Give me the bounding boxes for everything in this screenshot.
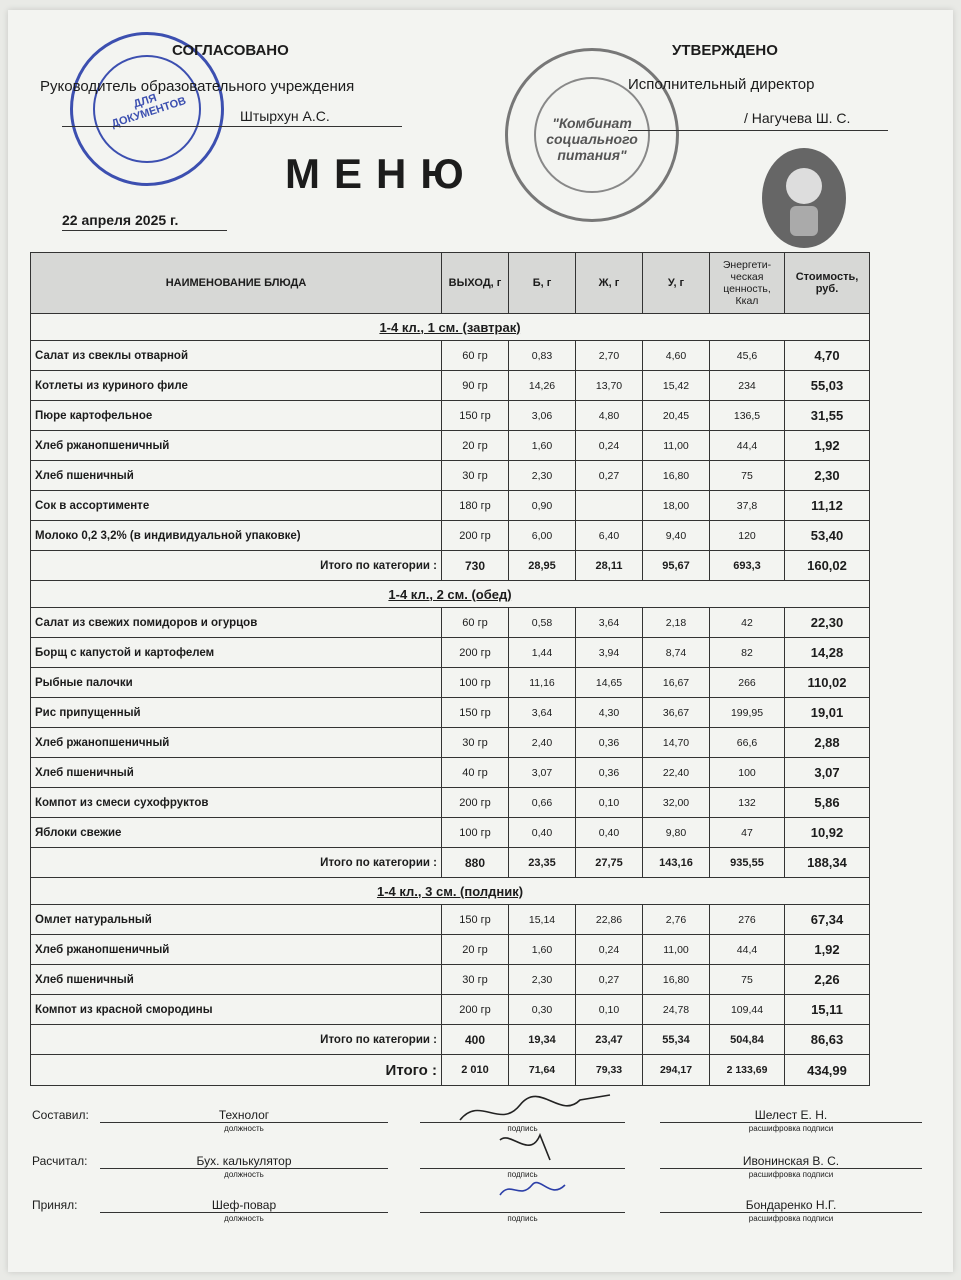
section-title: 1-4 кл., 1 см. (завтрак) xyxy=(31,314,870,341)
date-underline xyxy=(62,230,227,231)
signature-label: Принял: xyxy=(32,1198,78,1212)
dish-cost: 1,92 xyxy=(785,431,870,461)
dish-name: Салат из свежих помидоров и огурцов xyxy=(31,608,442,638)
dish-row xyxy=(31,608,870,638)
dish-protein: 0,83 xyxy=(509,341,576,371)
dish-output: 150 гр xyxy=(442,698,509,728)
school-stamp-text: ДЛЯ ДОКУМЕНТОВ xyxy=(110,91,188,131)
dish-row xyxy=(31,935,870,965)
dish-output: 150 гр xyxy=(442,401,509,431)
dish-name: Салат из свеклы отварной xyxy=(31,341,442,371)
page-title: МЕНЮ xyxy=(285,150,478,197)
dish-protein: 0,40 xyxy=(509,818,576,848)
dish-output: 100 гр xyxy=(442,668,509,698)
chef-logo-body xyxy=(790,206,818,236)
dish-name: Хлеб ржанопшеничный xyxy=(31,728,442,758)
dish-carbs: 36,67 xyxy=(643,698,710,728)
total-output: 400 xyxy=(442,1025,509,1055)
signature-caption: подпись xyxy=(507,1214,538,1223)
dish-carbs: 32,00 xyxy=(643,788,710,818)
dish-name: Омлет натуральный xyxy=(31,905,442,935)
dish-output: 20 гр xyxy=(442,935,509,965)
dish-row xyxy=(31,638,870,668)
dish-row xyxy=(31,341,870,371)
dish-carbs: 11,00 xyxy=(643,935,710,965)
name-caption: расшифровка подписи xyxy=(748,1214,834,1223)
section-header xyxy=(31,314,870,341)
dish-cost: 19,01 xyxy=(785,698,870,728)
category-total-row xyxy=(31,848,870,878)
chef-logo xyxy=(762,148,846,248)
col-dish-header: НАИМЕНОВАНИЕ БЛЮДА xyxy=(31,253,442,314)
total-protein: 28,95 xyxy=(509,551,576,581)
dish-energy: 42 xyxy=(710,608,785,638)
dish-protein: 2,30 xyxy=(509,965,576,995)
total-carbs: 95,67 xyxy=(643,551,710,581)
dish-row xyxy=(31,371,870,401)
position-caption: должность xyxy=(224,1214,264,1223)
dish-name: Молоко 0,2 3,2% (в индивидуальной упаковке) xyxy=(31,521,442,551)
dish-fat: 0,36 xyxy=(576,758,643,788)
name-caption: расшифровка подписи xyxy=(748,1124,834,1133)
dish-energy: 234 xyxy=(710,371,785,401)
dish-row xyxy=(31,728,870,758)
dish-row xyxy=(31,491,870,521)
total-protein: 19,34 xyxy=(509,1025,576,1055)
dish-row xyxy=(31,995,870,1025)
dish-protein: 0,90 xyxy=(509,491,576,521)
total-energy: 693,3 xyxy=(710,551,785,581)
dish-protein: 14,26 xyxy=(509,371,576,401)
dish-row xyxy=(31,698,870,728)
dish-energy: 45,6 xyxy=(710,341,785,371)
dish-output: 200 гр xyxy=(442,638,509,668)
total-label: Итого по категории : xyxy=(31,1025,442,1055)
dish-cost: 5,86 xyxy=(785,788,870,818)
approved-title: УТВЕРЖДЕНО xyxy=(672,42,778,59)
grand-total-energy: 2 133,69 xyxy=(710,1055,785,1086)
dish-output: 150 гр xyxy=(442,905,509,935)
total-output: 730 xyxy=(442,551,509,581)
dish-fat: 6,40 xyxy=(576,521,643,551)
dish-protein: 15,14 xyxy=(509,905,576,935)
signature-name: Ивонинская В. С. xyxy=(660,1154,922,1169)
total-fat: 28,11 xyxy=(576,551,643,581)
dish-carbs: 16,80 xyxy=(643,461,710,491)
dish-row xyxy=(31,788,870,818)
dish-energy: 276 xyxy=(710,905,785,935)
name-caption: расшифровка подписи xyxy=(748,1170,834,1179)
dish-name: Хлеб пшеничный xyxy=(31,758,442,788)
dish-row xyxy=(31,521,870,551)
dish-carbs: 15,42 xyxy=(643,371,710,401)
dish-cost: 11,12 xyxy=(785,491,870,521)
total-label: Итого по категории : xyxy=(31,551,442,581)
section-title: 1-4 кл., 3 см. (полдник) xyxy=(31,878,870,905)
approved-role: Исполнительный директор xyxy=(628,76,815,93)
position-caption: должность xyxy=(224,1124,264,1133)
dish-name: Рис припущенный xyxy=(31,698,442,728)
dish-carbs: 16,67 xyxy=(643,668,710,698)
total-label: Итого по категории : xyxy=(31,848,442,878)
dish-protein: 0,30 xyxy=(509,995,576,1025)
total-cost: 86,63 xyxy=(785,1025,870,1055)
dish-carbs: 24,78 xyxy=(643,995,710,1025)
dish-name: Компот из смеси сухофруктов xyxy=(31,788,442,818)
dish-protein: 1,60 xyxy=(509,431,576,461)
dish-fat: 0,10 xyxy=(576,995,643,1025)
dish-row xyxy=(31,758,870,788)
menu-table-body xyxy=(31,314,870,1086)
dish-output: 60 гр xyxy=(442,608,509,638)
dish-name: Борщ с капустой и картофелем xyxy=(31,638,442,668)
dish-energy: 136,5 xyxy=(710,401,785,431)
company-stamp xyxy=(505,48,679,222)
dish-protein: 1,60 xyxy=(509,935,576,965)
dish-row xyxy=(31,965,870,995)
dish-output: 100 гр xyxy=(442,818,509,848)
dish-cost: 55,03 xyxy=(785,371,870,401)
dish-protein: 11,16 xyxy=(509,668,576,698)
dish-fat: 0,24 xyxy=(576,935,643,965)
dish-name: Хлеб ржанопшеничный xyxy=(31,935,442,965)
dish-carbs: 18,00 xyxy=(643,491,710,521)
signature-caption: подпись xyxy=(507,1124,538,1133)
dish-output: 90 гр xyxy=(442,371,509,401)
dish-protein: 3,64 xyxy=(509,698,576,728)
agreed-title: СОГЛАСОВАНО xyxy=(172,42,289,59)
total-cost: 160,02 xyxy=(785,551,870,581)
dish-carbs: 9,80 xyxy=(643,818,710,848)
position-caption: должность xyxy=(224,1170,264,1179)
dish-output: 20 гр xyxy=(442,431,509,461)
dish-fat: 14,65 xyxy=(576,668,643,698)
signature-position: Технолог xyxy=(100,1108,388,1123)
col-protein-header: Б, г xyxy=(509,253,576,314)
col-energy-header: Энергети-ческая ценность, Ккал xyxy=(710,253,785,314)
dish-output: 60 гр xyxy=(442,341,509,371)
dish-energy: 75 xyxy=(710,461,785,491)
dish-protein: 3,06 xyxy=(509,401,576,431)
dish-row xyxy=(31,818,870,848)
dish-protein: 0,58 xyxy=(509,608,576,638)
dish-energy: 37,8 xyxy=(710,491,785,521)
total-energy: 504,84 xyxy=(710,1025,785,1055)
dish-cost: 31,55 xyxy=(785,401,870,431)
dish-cost: 2,88 xyxy=(785,728,870,758)
dish-fat: 0,27 xyxy=(576,965,643,995)
dish-cost: 1,92 xyxy=(785,935,870,965)
dish-name: Хлеб пшеничный xyxy=(31,965,442,995)
signature-scribble-2 xyxy=(500,1135,550,1160)
dish-row xyxy=(31,401,870,431)
dish-cost: 4,70 xyxy=(785,341,870,371)
dish-output: 30 гр xyxy=(442,728,509,758)
dish-fat: 4,80 xyxy=(576,401,643,431)
dish-energy: 82 xyxy=(710,638,785,668)
dish-row xyxy=(31,668,870,698)
dish-cost: 10,92 xyxy=(785,818,870,848)
dish-energy: 199,95 xyxy=(710,698,785,728)
dish-energy: 75 xyxy=(710,965,785,995)
grand-total-row xyxy=(31,1055,870,1086)
signature-label: Составил: xyxy=(32,1108,89,1122)
company-stamp-text: "Комбинат социального питания" xyxy=(546,115,638,163)
dish-cost: 3,07 xyxy=(785,758,870,788)
dish-name: Хлеб пшеничный xyxy=(31,461,442,491)
dish-output: 200 гр xyxy=(442,995,509,1025)
signature-caption: подпись xyxy=(507,1170,538,1179)
dish-row xyxy=(31,905,870,935)
total-fat: 23,47 xyxy=(576,1025,643,1055)
total-energy: 935,55 xyxy=(710,848,785,878)
dish-fat: 0,24 xyxy=(576,431,643,461)
dish-fat: 0,40 xyxy=(576,818,643,848)
total-carbs: 143,16 xyxy=(643,848,710,878)
dish-output: 30 гр xyxy=(442,965,509,995)
approved-name: / Нагучева Ш. С. xyxy=(744,110,851,126)
dish-cost: 53,40 xyxy=(785,521,870,551)
agreed-name: Штырхун А.С. xyxy=(240,108,330,124)
dish-name: Пюре картофельное xyxy=(31,401,442,431)
dish-energy: 66,6 xyxy=(710,728,785,758)
dish-energy: 266 xyxy=(710,668,785,698)
total-output: 880 xyxy=(442,848,509,878)
dish-energy: 44,4 xyxy=(710,431,785,461)
agreed-signature-line xyxy=(62,126,402,127)
dish-fat: 3,94 xyxy=(576,638,643,668)
dish-protein: 0,66 xyxy=(509,788,576,818)
dish-output: 200 гр xyxy=(442,788,509,818)
dish-output: 180 гр xyxy=(442,491,509,521)
dish-cost: 110,02 xyxy=(785,668,870,698)
dish-cost: 22,30 xyxy=(785,608,870,638)
signature-name: Бондаренко Н.Г. xyxy=(660,1198,922,1213)
grand-total-label: Итого : xyxy=(31,1055,442,1086)
dish-carbs: 16,80 xyxy=(643,965,710,995)
dish-energy: 100 xyxy=(710,758,785,788)
dish-fat: 3,64 xyxy=(576,608,643,638)
menu-date: 22 апреля 2025 г. xyxy=(62,212,179,228)
header-row xyxy=(31,253,870,314)
dish-carbs: 22,40 xyxy=(643,758,710,788)
handwritten-signatures xyxy=(440,1090,640,1230)
dish-name: Яблоки свежие xyxy=(31,818,442,848)
dish-fat: 0,10 xyxy=(576,788,643,818)
dish-output: 30 гр xyxy=(442,461,509,491)
total-cost: 188,34 xyxy=(785,848,870,878)
chef-logo-face xyxy=(786,168,822,204)
menu-table-header xyxy=(31,253,870,314)
section-header xyxy=(31,581,870,608)
dish-energy: 120 xyxy=(710,521,785,551)
dish-row xyxy=(31,461,870,491)
dish-name: Компот из красной смородины xyxy=(31,995,442,1025)
dish-fat: 4,30 xyxy=(576,698,643,728)
dish-protein: 3,07 xyxy=(509,758,576,788)
dish-carbs: 20,45 xyxy=(643,401,710,431)
category-total-row xyxy=(31,1025,870,1055)
dish-carbs: 2,76 xyxy=(643,905,710,935)
approved-signature-line xyxy=(628,130,888,131)
menu-table xyxy=(30,252,870,1086)
total-fat: 27,75 xyxy=(576,848,643,878)
dish-fat: 0,27 xyxy=(576,461,643,491)
signature-name: Шелест Е. Н. xyxy=(660,1108,922,1123)
col-carbs-header: У, г xyxy=(643,253,710,314)
dish-energy: 44,4 xyxy=(710,935,785,965)
dish-carbs: 14,70 xyxy=(643,728,710,758)
dish-energy: 132 xyxy=(710,788,785,818)
signature-scribble-3 xyxy=(500,1183,565,1195)
dish-carbs: 9,40 xyxy=(643,521,710,551)
dish-carbs: 4,60 xyxy=(643,341,710,371)
dish-name: Хлеб ржанопшеничный xyxy=(31,431,442,461)
dish-protein: 2,30 xyxy=(509,461,576,491)
dish-cost: 2,26 xyxy=(785,965,870,995)
dish-row xyxy=(31,431,870,461)
dish-energy: 109,44 xyxy=(710,995,785,1025)
category-total-row xyxy=(31,551,870,581)
signature-position: Шеф-повар xyxy=(100,1198,388,1213)
col-cost-header: Стоимость, руб. xyxy=(785,253,870,314)
dish-energy: 47 xyxy=(710,818,785,848)
dish-name: Котлеты из куриного филе xyxy=(31,371,442,401)
section-title: 1-4 кл., 2 см. (обед) xyxy=(31,581,870,608)
signature-scribble-1 xyxy=(460,1095,610,1120)
dish-name: Сок в ассортименте xyxy=(31,491,442,521)
total-protein: 23,35 xyxy=(509,848,576,878)
col-fat-header: Ж, г xyxy=(576,253,643,314)
dish-fat xyxy=(576,491,643,521)
dish-fat: 2,70 xyxy=(576,341,643,371)
total-carbs: 55,34 xyxy=(643,1025,710,1055)
dish-protein: 2,40 xyxy=(509,728,576,758)
dish-cost: 15,11 xyxy=(785,995,870,1025)
dish-cost: 67,34 xyxy=(785,905,870,935)
dish-carbs: 11,00 xyxy=(643,431,710,461)
section-header xyxy=(31,878,870,905)
dish-fat: 0,36 xyxy=(576,728,643,758)
agreed-role: Руководитель образовательного учреждения xyxy=(40,78,355,95)
dish-name: Рыбные палочки xyxy=(31,668,442,698)
grand-total-fat: 79,33 xyxy=(576,1055,643,1086)
dish-output: 200 гр xyxy=(442,521,509,551)
signature-position: Бух. калькулятор xyxy=(100,1154,388,1169)
dish-carbs: 8,74 xyxy=(643,638,710,668)
col-output-header: ВЫХОД, г xyxy=(442,253,509,314)
dish-cost: 14,28 xyxy=(785,638,870,668)
dish-protein: 6,00 xyxy=(509,521,576,551)
grand-total-protein: 71,64 xyxy=(509,1055,576,1086)
dish-fat: 13,70 xyxy=(576,371,643,401)
dish-protein: 1,44 xyxy=(509,638,576,668)
grand-total-output: 2 010 xyxy=(442,1055,509,1086)
dish-output: 40 гр xyxy=(442,758,509,788)
signature-label: Расчитал: xyxy=(32,1154,88,1168)
grand-total-carbs: 294,17 xyxy=(643,1055,710,1086)
dish-fat: 22,86 xyxy=(576,905,643,935)
dish-carbs: 2,18 xyxy=(643,608,710,638)
grand-total-cost: 434,99 xyxy=(785,1055,870,1086)
dish-cost: 2,30 xyxy=(785,461,870,491)
